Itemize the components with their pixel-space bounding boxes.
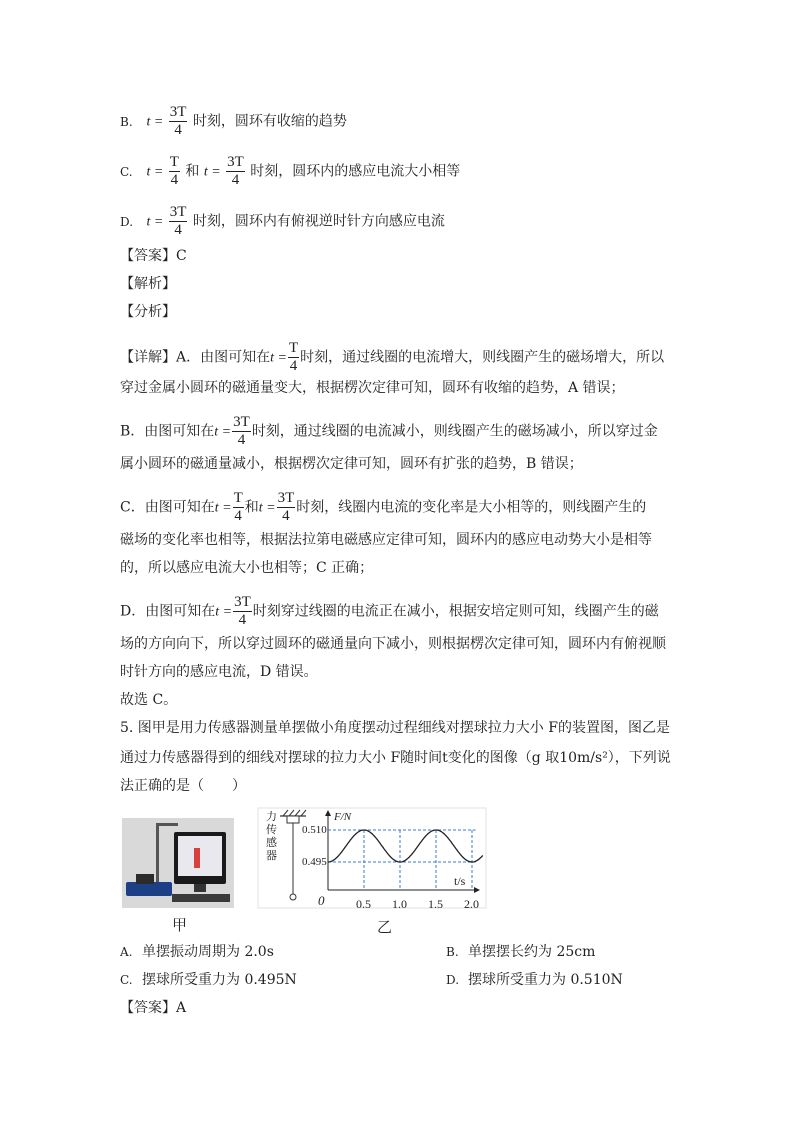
x-axis-label: t/s bbox=[454, 874, 466, 888]
math-var: t = bbox=[146, 114, 164, 130]
ceiling-hatch bbox=[301, 810, 306, 816]
xtick-label: 1.5 bbox=[428, 897, 443, 911]
sensor-box bbox=[287, 816, 299, 823]
sensor-label-4: 器 bbox=[266, 849, 277, 862]
xtick-label: 1.0 bbox=[392, 897, 407, 911]
ceiling-hatch bbox=[283, 810, 288, 816]
detail-d: D．由图可知在t = $\frac{3T}{4}$ 时刻穿过线圈的电流正在减小，根据安培定则可知，线圈产生的磁 bbox=[120, 594, 659, 628]
figure-jia-photo bbox=[122, 818, 234, 908]
chart-xticks bbox=[356, 897, 479, 911]
photo-keyboard bbox=[172, 894, 230, 902]
fraction: $\frac{T}{4}$ bbox=[288, 340, 299, 374]
option-text: 时刻，圆环内有俯视逆时针方向感应电流 bbox=[192, 213, 445, 230]
choice-a: A. 单摆振动周期为 2.0s bbox=[120, 944, 274, 960]
detail-a-cont: 穿过金属小圆环的磁通量变大，根据楞次定律可知，圆环有收缩的趋势，A 错误； bbox=[120, 380, 625, 396]
math-var: t = bbox=[203, 164, 221, 180]
ceiling-hatch bbox=[289, 810, 294, 816]
ytick-label: 0.495 bbox=[302, 856, 327, 868]
fraction: $\frac{3T}{4}$ bbox=[169, 104, 187, 138]
option-d bbox=[120, 204, 445, 239]
figure-yi-chart bbox=[258, 806, 488, 916]
fraction: $\frac{3T}{4}$ bbox=[227, 154, 244, 188]
fenxi-heading: 【分析】 bbox=[120, 304, 176, 320]
choice-c: C. 摆球所受重力为 0.495N bbox=[120, 972, 297, 988]
fraction: $\frac{3T}{4}$ bbox=[234, 594, 251, 628]
x-axis-arrow bbox=[474, 887, 480, 893]
sensor-label-3: 感 bbox=[266, 836, 277, 849]
fraction: $\frac{T}{4}$ bbox=[169, 154, 179, 188]
photo-screen bbox=[178, 836, 222, 876]
option-b bbox=[120, 104, 347, 139]
option-text: 时刻，圆环内的感应电流大小相等 bbox=[250, 163, 461, 180]
detail-a: 【详解】A．由图可知在t = $\frac{T}{4}$ 时刻，通过线圈的电流增大，则线圈产生的磁场增大，所以 bbox=[120, 340, 665, 374]
y-axis-arrow bbox=[325, 810, 331, 816]
ytick-label: 0.510 bbox=[302, 824, 327, 836]
option-text: 时刻，圆环有收缩的趋势 bbox=[192, 113, 347, 130]
figure-jia-label: 甲 bbox=[172, 916, 188, 934]
option-label: D. bbox=[120, 214, 134, 229]
fraction: $\frac{3T}{4}$ bbox=[233, 414, 250, 448]
choice-b: B. 单摆摆长约为 25cm bbox=[446, 944, 596, 960]
choice-d: D. 摆球所受重力为 0.510N bbox=[446, 972, 623, 988]
xtick-label: 0.5 bbox=[356, 897, 371, 911]
conclusion: 故选 C。 bbox=[120, 692, 178, 708]
detail-c-cont: 磁场的变化率也相等，根据法拉第电磁感应定律可知，圆环内的感应电动势大小是相等 bbox=[120, 532, 652, 548]
origin-label: 0 bbox=[318, 893, 325, 908]
detail-c-cont2: 的，所以感应电流大小也相等；C 正确； bbox=[120, 560, 374, 576]
y-axis-label: F/N bbox=[334, 811, 352, 823]
detail-d-cont: 场的方向向下，所以穿过圆环的磁通量向下减小，则根据楞次定律可知，圆环内有俯视顺 bbox=[120, 636, 666, 652]
detail-c: C．由图可知在t = $\frac{T}{4}$ 和t = $\frac{3T}{4}$ 时刻，线圈内电流的变化率是大小相等的，则线圈产生的 bbox=[120, 490, 647, 524]
option-label: B. bbox=[120, 114, 133, 129]
detail-b: B．由图可知在t = $\frac{3T}{4}$ 时刻，通过线圈的电流减小，则线圈产生的磁场减小，所以穿过金 bbox=[120, 414, 658, 448]
fraction: $\frac{3T}{4}$ bbox=[169, 204, 187, 238]
fraction: $\frac{T}{4}$ bbox=[233, 490, 243, 524]
answer-heading: 【答案】C bbox=[120, 248, 187, 264]
pendulum-ball bbox=[290, 894, 296, 900]
detail-b-cont: 属小圆环的磁通量减小，根据楞次定律可知，圆环有扩张的趋势，B 错误； bbox=[120, 456, 583, 472]
photo-device bbox=[136, 874, 154, 884]
sensor-label-2: 传 bbox=[266, 823, 277, 836]
xtick-label: 2.0 bbox=[464, 897, 479, 911]
analysis-heading: 【解析】 bbox=[120, 276, 176, 292]
sensor-label-1: 力 bbox=[266, 810, 277, 823]
fraction: $\frac{3T}{4}$ bbox=[277, 490, 295, 524]
photo-monitor-stand bbox=[194, 884, 206, 892]
answer2-heading: 【答案】A bbox=[120, 1000, 187, 1016]
detail-d-cont2: 时针方向的感应电流，D 错误。 bbox=[120, 664, 318, 680]
photo-stand-arm bbox=[156, 823, 178, 826]
conjunction: 和 bbox=[185, 163, 200, 180]
q5-line1: 5. 图甲是用力传感器测量单摆做小角度摆动过程细线对摆球拉力大小 F的装置图，图乙是 bbox=[120, 720, 670, 736]
force-curve bbox=[328, 830, 483, 862]
math-var: t = bbox=[146, 214, 164, 230]
option-c bbox=[120, 154, 460, 189]
figure-yi-label: 乙 bbox=[377, 918, 393, 936]
ceiling-hatch bbox=[295, 810, 300, 816]
option-label: C. bbox=[120, 164, 133, 179]
photo-base bbox=[126, 882, 172, 896]
photo-screen-signal bbox=[194, 848, 200, 868]
math-var: t = bbox=[146, 164, 164, 180]
q5-line3: 法正确的是（ ） bbox=[120, 778, 246, 794]
q5-line2: 通过力传感器得到的细线对摆球的拉力大小 F随时间t变化的图像（g 取10m/s²），下列说 bbox=[120, 750, 671, 766]
